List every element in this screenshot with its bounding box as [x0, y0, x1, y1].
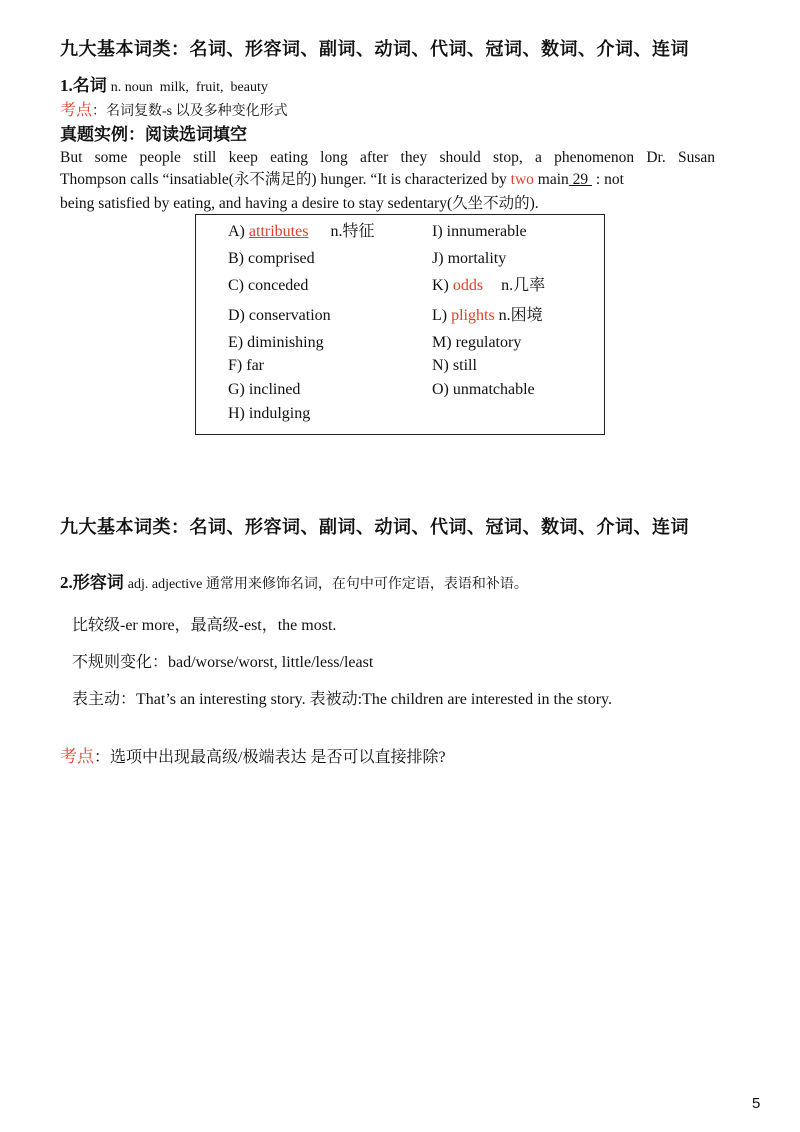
option-letter: I): [432, 223, 447, 240]
passage-line-2: [60, 172, 715, 188]
option-far: [228, 358, 264, 374]
option-note: n.几率: [501, 277, 546, 294]
option-letter: C): [228, 277, 248, 294]
option-letter: A): [228, 223, 249, 240]
option-letter: D): [228, 307, 249, 324]
option-word: attributes: [248, 223, 309, 240]
option-plights: [432, 308, 543, 324]
option-inclined: [228, 382, 300, 398]
option-letter: K): [432, 277, 453, 294]
option-letter: L): [432, 307, 452, 324]
passage-text: Thompson calls “insatiable(永不满足的) hunger. “It is characterized by: [60, 171, 511, 188]
point-text: ：名词复数-s 以及多种变化形式: [92, 104, 288, 119]
option-letter: O): [432, 381, 453, 398]
option-word: inclined: [248, 381, 301, 398]
option-word: conservation: [248, 307, 331, 324]
option-mortality: [432, 251, 506, 267]
option-attributes: [228, 224, 374, 240]
heading-word-classes-2: 九大基本词类：名词、形容词、副词、动词、代词、冠词、数词、介词、连词: [60, 517, 689, 537]
passage-line-1: But some people still keep eating long after they should stop, a phenomenon Dr. Susan: [60, 149, 715, 166]
option-letter: H): [228, 405, 249, 422]
section-subtitle: adj. adjective 通常用来修饰名词，在句中可作定语，表语和补语。: [127, 577, 528, 592]
option-note: n.困境: [498, 307, 543, 324]
option-word: still: [452, 357, 477, 374]
option-indulging: [228, 406, 310, 422]
section-title: 1.名词: [60, 76, 107, 95]
option-odds: [432, 278, 545, 294]
example-title: 真题实例：阅读选词填空: [60, 125, 247, 144]
option-regulatory: [432, 335, 521, 351]
option-comprised: [228, 251, 315, 267]
option-word: unmatchable: [452, 381, 535, 398]
option-word: innumerable: [446, 223, 527, 240]
passage-line-3: being satisfied by eating, and having a desire to stay sedentary(久坐不动的).: [60, 195, 539, 212]
point-label: 考点: [60, 102, 93, 119]
option-unmatchable: [432, 382, 535, 398]
section-2-point: [60, 748, 446, 766]
comparative-line: 比较级-er more，最高级-est，the most.: [72, 617, 337, 634]
active-passive-line: 表主动：That’s an interesting story. 表被动:The children are interested in the story.: [72, 691, 613, 708]
option-word: plights: [451, 307, 495, 324]
option-conceded: [228, 278, 308, 294]
option-letter: J): [432, 250, 448, 267]
option-word: comprised: [248, 250, 315, 267]
option-diminishing: [228, 335, 324, 351]
passage-text: : not: [595, 171, 624, 188]
heading-word-classes: 九大基本词类：名词、形容词、副词、动词、代词、冠词、数词、介词、连词: [60, 39, 689, 59]
option-letter: G): [228, 381, 249, 398]
page-number: 5: [752, 1095, 761, 1112]
option-word: far: [246, 357, 264, 374]
section-subtitle: n. noun milk, fruit, beauty: [110, 80, 268, 95]
blank-29: 29: [568, 171, 593, 188]
option-letter: B): [228, 250, 248, 267]
option-note: n.特征: [330, 223, 375, 240]
option-word: indulging: [248, 405, 311, 422]
option-word: diminishing: [247, 334, 324, 351]
option-letter: F): [228, 357, 247, 374]
word-bank-box: [195, 214, 605, 435]
option-innumerable: [432, 224, 527, 240]
option-letter: M): [432, 334, 456, 351]
option-word: conceded: [248, 277, 309, 294]
section-1-title: [60, 77, 268, 95]
section-1-point: [60, 103, 288, 119]
section-2-title: [60, 574, 528, 592]
point-text: ：选项中出现最高级/极端表达 是否可以直接排除?: [94, 749, 446, 766]
option-letter: N): [432, 357, 453, 374]
option-word: regulatory: [455, 334, 522, 351]
option-letter: E): [228, 334, 248, 351]
option-still: [432, 358, 477, 374]
option-word: mortality: [447, 250, 507, 267]
passage-text: main: [533, 171, 569, 188]
option-word: odds: [452, 277, 484, 294]
point-label: 考点: [60, 747, 94, 766]
option-conservation: [228, 308, 331, 324]
highlight-two: two: [510, 171, 534, 188]
irregular-line: 不规则变化：bad/worse/worst, little/less/least: [72, 654, 374, 671]
section-title: 2.形容词: [60, 573, 124, 592]
